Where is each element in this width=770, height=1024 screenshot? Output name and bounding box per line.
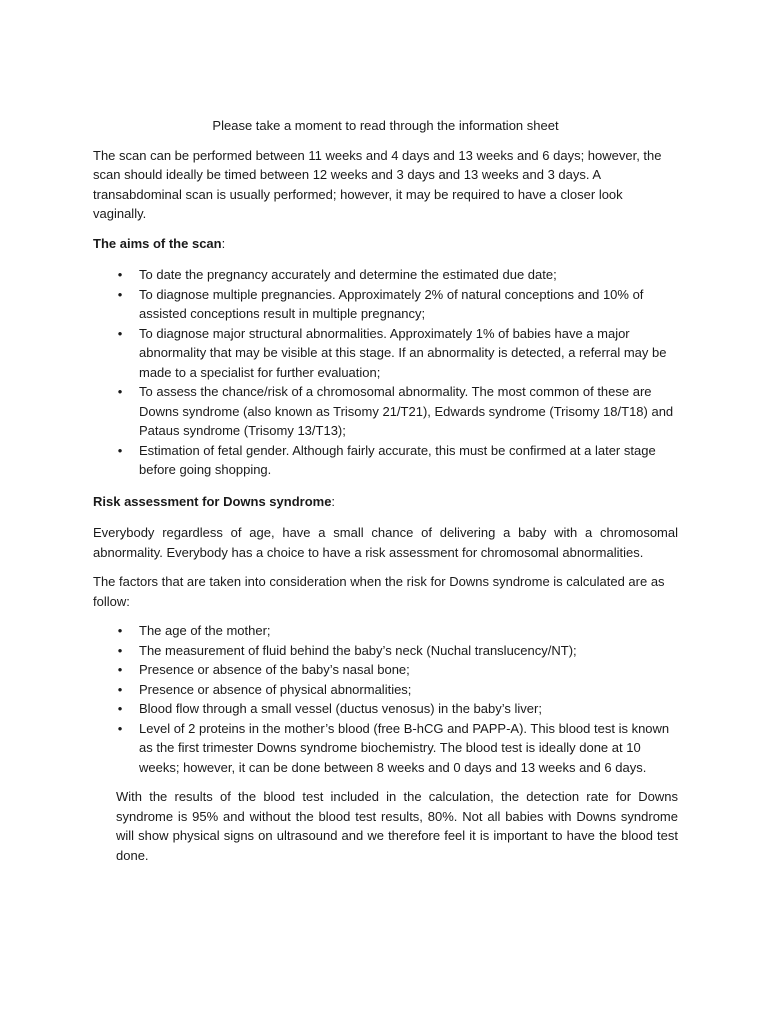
- risk-heading: [93, 492, 678, 512]
- list-item: [93, 285, 678, 324]
- list-item-text: The measurement of fluid behind the baby’s neck (Nuchal translucency/NT);: [139, 642, 577, 658]
- bullet-icon: •: [117, 642, 123, 658]
- aims-heading-colon: :: [221, 235, 226, 251]
- list-item: [93, 441, 678, 480]
- list-item-text: The age of the mother;: [139, 623, 271, 638]
- risk-heading-text: Risk assessment for Downs syndrome: [93, 493, 332, 509]
- aims-heading: [93, 234, 678, 254]
- list-item: [93, 699, 678, 719]
- list-item-text: To diagnose multiple pregnancies. Approximately 2% of natural conceptions and 10% of assisted conceptions result in multiple pregnancy;: [139, 286, 644, 321]
- list-item-text: Presence or absence of physical abnormalities;: [139, 681, 412, 697]
- list-item-text: To diagnose major structural abnormalities. Approximately 1% of babies have a major abnormality that may be visible at this stage. If an abnormality is detected, a referral may be made to a specialist for further evaluation;: [139, 325, 667, 380]
- bullet-icon: •: [117, 325, 123, 341]
- risk-paragraph-2: The factors that are taken into consideration when the risk for Downs syndrome is calculated are as follow:: [93, 574, 665, 609]
- list-item-text: Level of 2 proteins in the mother’s blood (free B-hCG and PAPP-A). This blood test is known as the first trimester Downs syndrome biochemistry. The blood test is ideally done at 10 weeks; however, it can be done between 8 weeks and 0 days and 13 weeks and 6 days.: [139, 720, 670, 775]
- intro-paragraph: The scan can be performed between 11 weeks and 4 days and 13 weeks and 6 days; however, the scan should ideally be timed between 12 weeks and 3 days and 13 weeks and 3 days. A transabdominal scan is usually performed; however, it may be required to have a closer look vaginally.: [93, 147, 662, 221]
- list-item: [93, 680, 678, 700]
- list-item: [93, 324, 678, 383]
- list-item: [93, 719, 678, 778]
- bullet-icon: •: [117, 267, 123, 282]
- factors-list: [93, 621, 678, 777]
- list-item-text: Blood flow through a small vessel (ductus venosus) in the baby’s liver;: [139, 701, 542, 716]
- list-item-text: To assess the chance/risk of a chromosomal abnormality. The most common of these are Downs syndrome (also known as Trisomy 21/T21), Edwards syndrome (Trisomy 18/T18) and Pataus syndrome (Trisomy 13/T13);: [139, 384, 674, 438]
- list-item-text: Estimation of fetal gender. Although fairly accurate, this must be confirmed at a later stage before going shopping.: [139, 442, 656, 477]
- aims-heading-text: The aims of the scan: [93, 235, 222, 251]
- bullet-icon: •: [117, 681, 123, 697]
- list-item: [93, 382, 678, 441]
- bullet-icon: •: [117, 720, 123, 736]
- bullet-icon: •: [117, 286, 123, 302]
- bullet-icon: •: [117, 662, 123, 677]
- bullet-icon: •: [117, 384, 123, 399]
- list-item-text: Presence or absence of the baby’s nasal bone;: [139, 662, 410, 677]
- bullet-icon: •: [117, 442, 123, 458]
- aims-list: [93, 265, 678, 480]
- list-item: [93, 621, 678, 641]
- list-item: [93, 641, 678, 661]
- bullet-icon: •: [117, 701, 123, 716]
- risk-heading-colon: :: [331, 493, 336, 509]
- document-title: Please take a moment to read through the information sheet: [212, 118, 559, 133]
- list-item-text: To date the pregnancy accurately and determine the estimated due date;: [139, 267, 557, 282]
- risk-paragraph-1: Everybody regardless of age, have a small chance of delivering a baby with a chromosomal abnormality. Everybody has a choice to have a risk assessment for chromosomal abnormalities.: [93, 525, 678, 560]
- document-body: [93, 116, 678, 865]
- closing-paragraph: With the results of the blood test included in the calculation, the detection rate for Downs syndrome is 95% and without the blood test results, 80%. Not all babies with Downs syndrome will show physical signs on ultrasound and we therefore feel it is important to have the blood test done.: [116, 789, 678, 863]
- list-item: [93, 265, 678, 285]
- list-item: [93, 660, 678, 680]
- bullet-icon: •: [117, 623, 123, 638]
